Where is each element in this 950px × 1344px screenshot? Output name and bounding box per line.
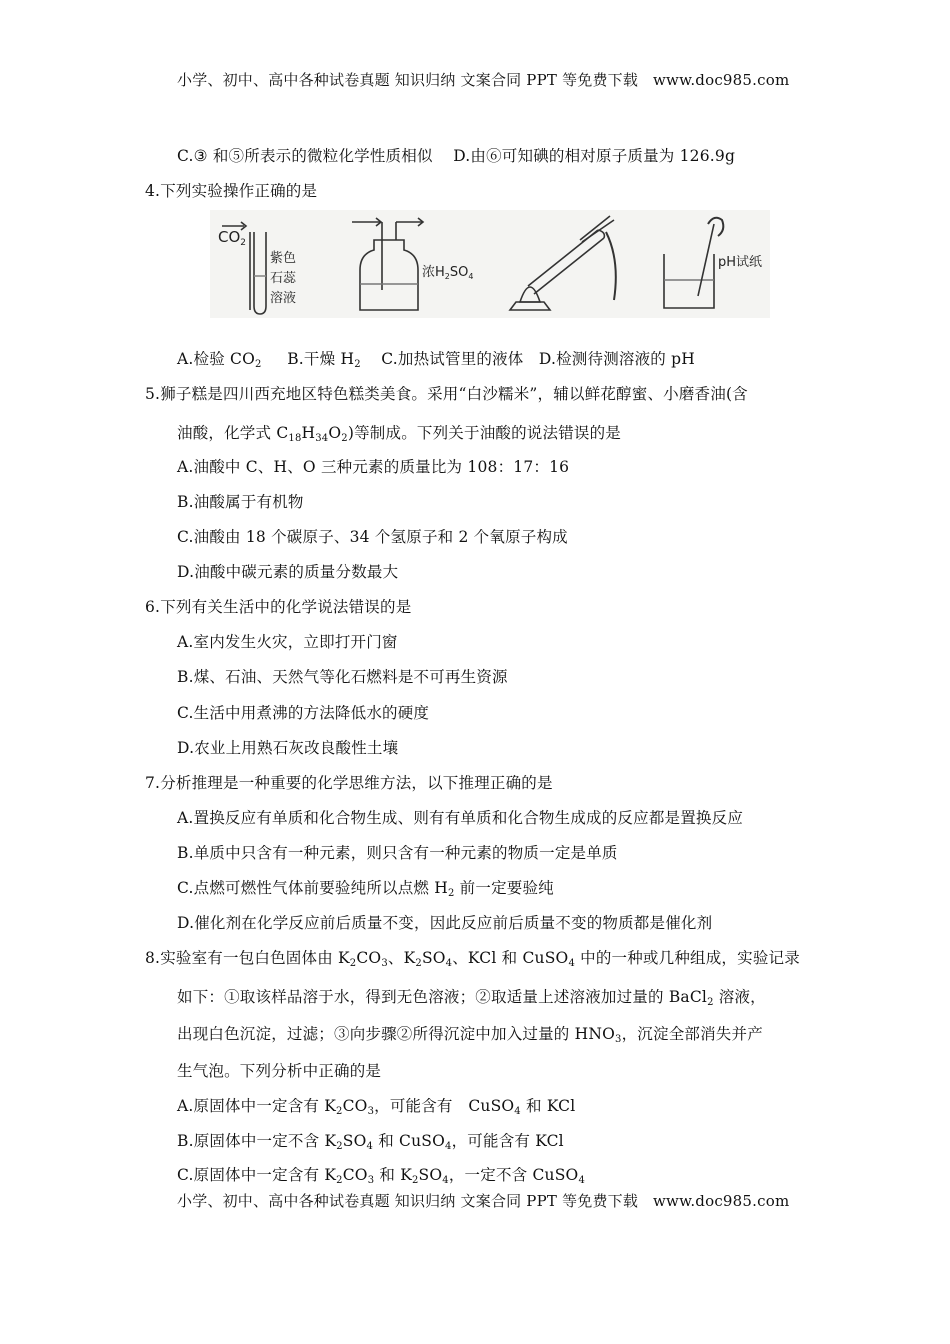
q3-option-d: D.由⑥可知碘的相对原子质量为 126.9g <box>453 147 736 165</box>
header-text: 小学、初中、高中各种试卷真题 知识归纳 文案合同 PPT 等免费下载 <box>177 71 639 89</box>
page-footer <box>177 1191 789 1211</box>
apparatus-a-label-2: 石蕊 <box>270 271 297 286</box>
q5-option-a: A.油酸中 C、H、O 三种元素的质量比为 108：17：16 <box>177 458 570 476</box>
apparatus-b-label: 浓$H_2SO_4$ <box>422 265 474 281</box>
q6-option-a: A.室内发生火灾，立即打开门窗 <box>177 633 398 651</box>
apparatus-a-gas-label: $CO_2$ <box>218 228 247 248</box>
q8-option-a: A.原固体中一定含有 $K_2CO_3$，可能含有 CuSO$_4$ 和 KCl <box>177 1097 576 1117</box>
apparatus-d-label: pH试纸 <box>718 255 763 270</box>
page-header <box>177 70 789 90</box>
q4-option-d: D.检测待测溶液的 pH <box>538 350 695 368</box>
q4-stem: 4.下列实验操作正确的是 <box>145 182 318 200</box>
q4-option-b: B.干燥 $H_2$ <box>287 350 361 370</box>
apparatus-a-label-1: 紫色 <box>270 251 297 266</box>
q3-option-c: C.③ 和⑤所表示的微粒化学性质相似 <box>177 147 433 165</box>
q5-stem-line2: 油酸，化学式 $C_{18}H_{34}O_2$)等制成。下列关于油酸的说法错误的是 <box>177 424 621 444</box>
q4-option-a: A.检验 $CO_2$ <box>177 350 262 370</box>
q4-experiment-figure <box>210 210 770 318</box>
footer-text: 小学、初中、高中各种试卷真题 知识归纳 文案合同 PPT 等免费下载 <box>177 1192 639 1210</box>
q7-option-c: C.点燃可燃性气体前要验纯所以点燃 $H_2$ 前一定要验纯 <box>177 879 554 899</box>
q6-stem: 6.下列有关生活中的化学说法错误的是 <box>145 598 412 616</box>
apparatus-a-label-3: 溶液 <box>270 291 297 306</box>
footer-url: www.doc985.com <box>652 1192 790 1210</box>
q5-option-b: B.油酸属于有机物 <box>177 493 304 511</box>
q7-option-d: D.催化剂在化学反应前后质量不变，因此反应前后质量不变的物质都是催化剂 <box>177 914 713 932</box>
q8-option-b: B.原固体中一定不含 $K_2SO_4$ 和 CuSO$_4$，可能含有 KCl <box>177 1132 564 1152</box>
header-url: www.doc985.com <box>652 71 790 89</box>
q5-option-c: C.油酸由 18 个碳原子、34 个氢原子和 2 个氧原子构成 <box>177 528 568 546</box>
q7-option-b: B.单质中只含有一种元素，则只含有一种元素的物质一定是单质 <box>177 844 618 862</box>
q6-option-c: C.生活中用煮沸的方法降低水的硬度 <box>177 704 430 722</box>
q7-stem: 7.分析推理是一种重要的化学思维方法，以下推理正确的是 <box>145 774 553 792</box>
q5-stem-line1: 5.狮子糕是四川西充地区特色糕类美食。采用“白沙糯米”，辅以鲜花醇蜜、小磨香油(含 <box>145 385 748 403</box>
q6-option-b: B.煤、石油、天然气等化石燃料是不可再生资源 <box>177 668 508 686</box>
q4-option-c: C.加热试管里的液体 <box>381 350 524 368</box>
q4-apparatus-svg <box>210 210 770 318</box>
q8-stem-line3: 出现白色沉淀，过滤；③向步骤②所得沉淀中加入过量的 $HNO_3$，沉淀全部消失并产 <box>177 1025 763 1045</box>
q8-option-c: C.原固体中一定含有 $K_2CO_3$ 和 $K_2SO_4$，一定不含 CuSO$_4$ <box>177 1166 586 1186</box>
q4-options <box>177 349 695 369</box>
q6-option-d: D.农业上用熟石灰改良酸性土壤 <box>177 739 399 757</box>
q8-stem-line4: 生气泡。下列分析中正确的是 <box>177 1062 382 1080</box>
q8-stem-line1: 8.实验室有一包白色固体由 $K_2CO_3$、$K_2SO_4$、KCl 和 CuSO$_4$ 中的一种或几种组成，实验记录 <box>145 949 800 969</box>
q5-option-d: D.油酸中碳元素的质量分数最大 <box>177 563 399 581</box>
q7-option-a: A.置换反应有单质和化合物生成、则有有单质和化合物生成成的反应都是置换反应 <box>177 809 744 827</box>
q3-options-cd <box>177 146 735 166</box>
q8-stem-line2: 如下：①取该样品溶于水，得到无色溶液；②取适量上述溶液加过量的 BaCl$_2$ 溶液， <box>177 988 766 1008</box>
